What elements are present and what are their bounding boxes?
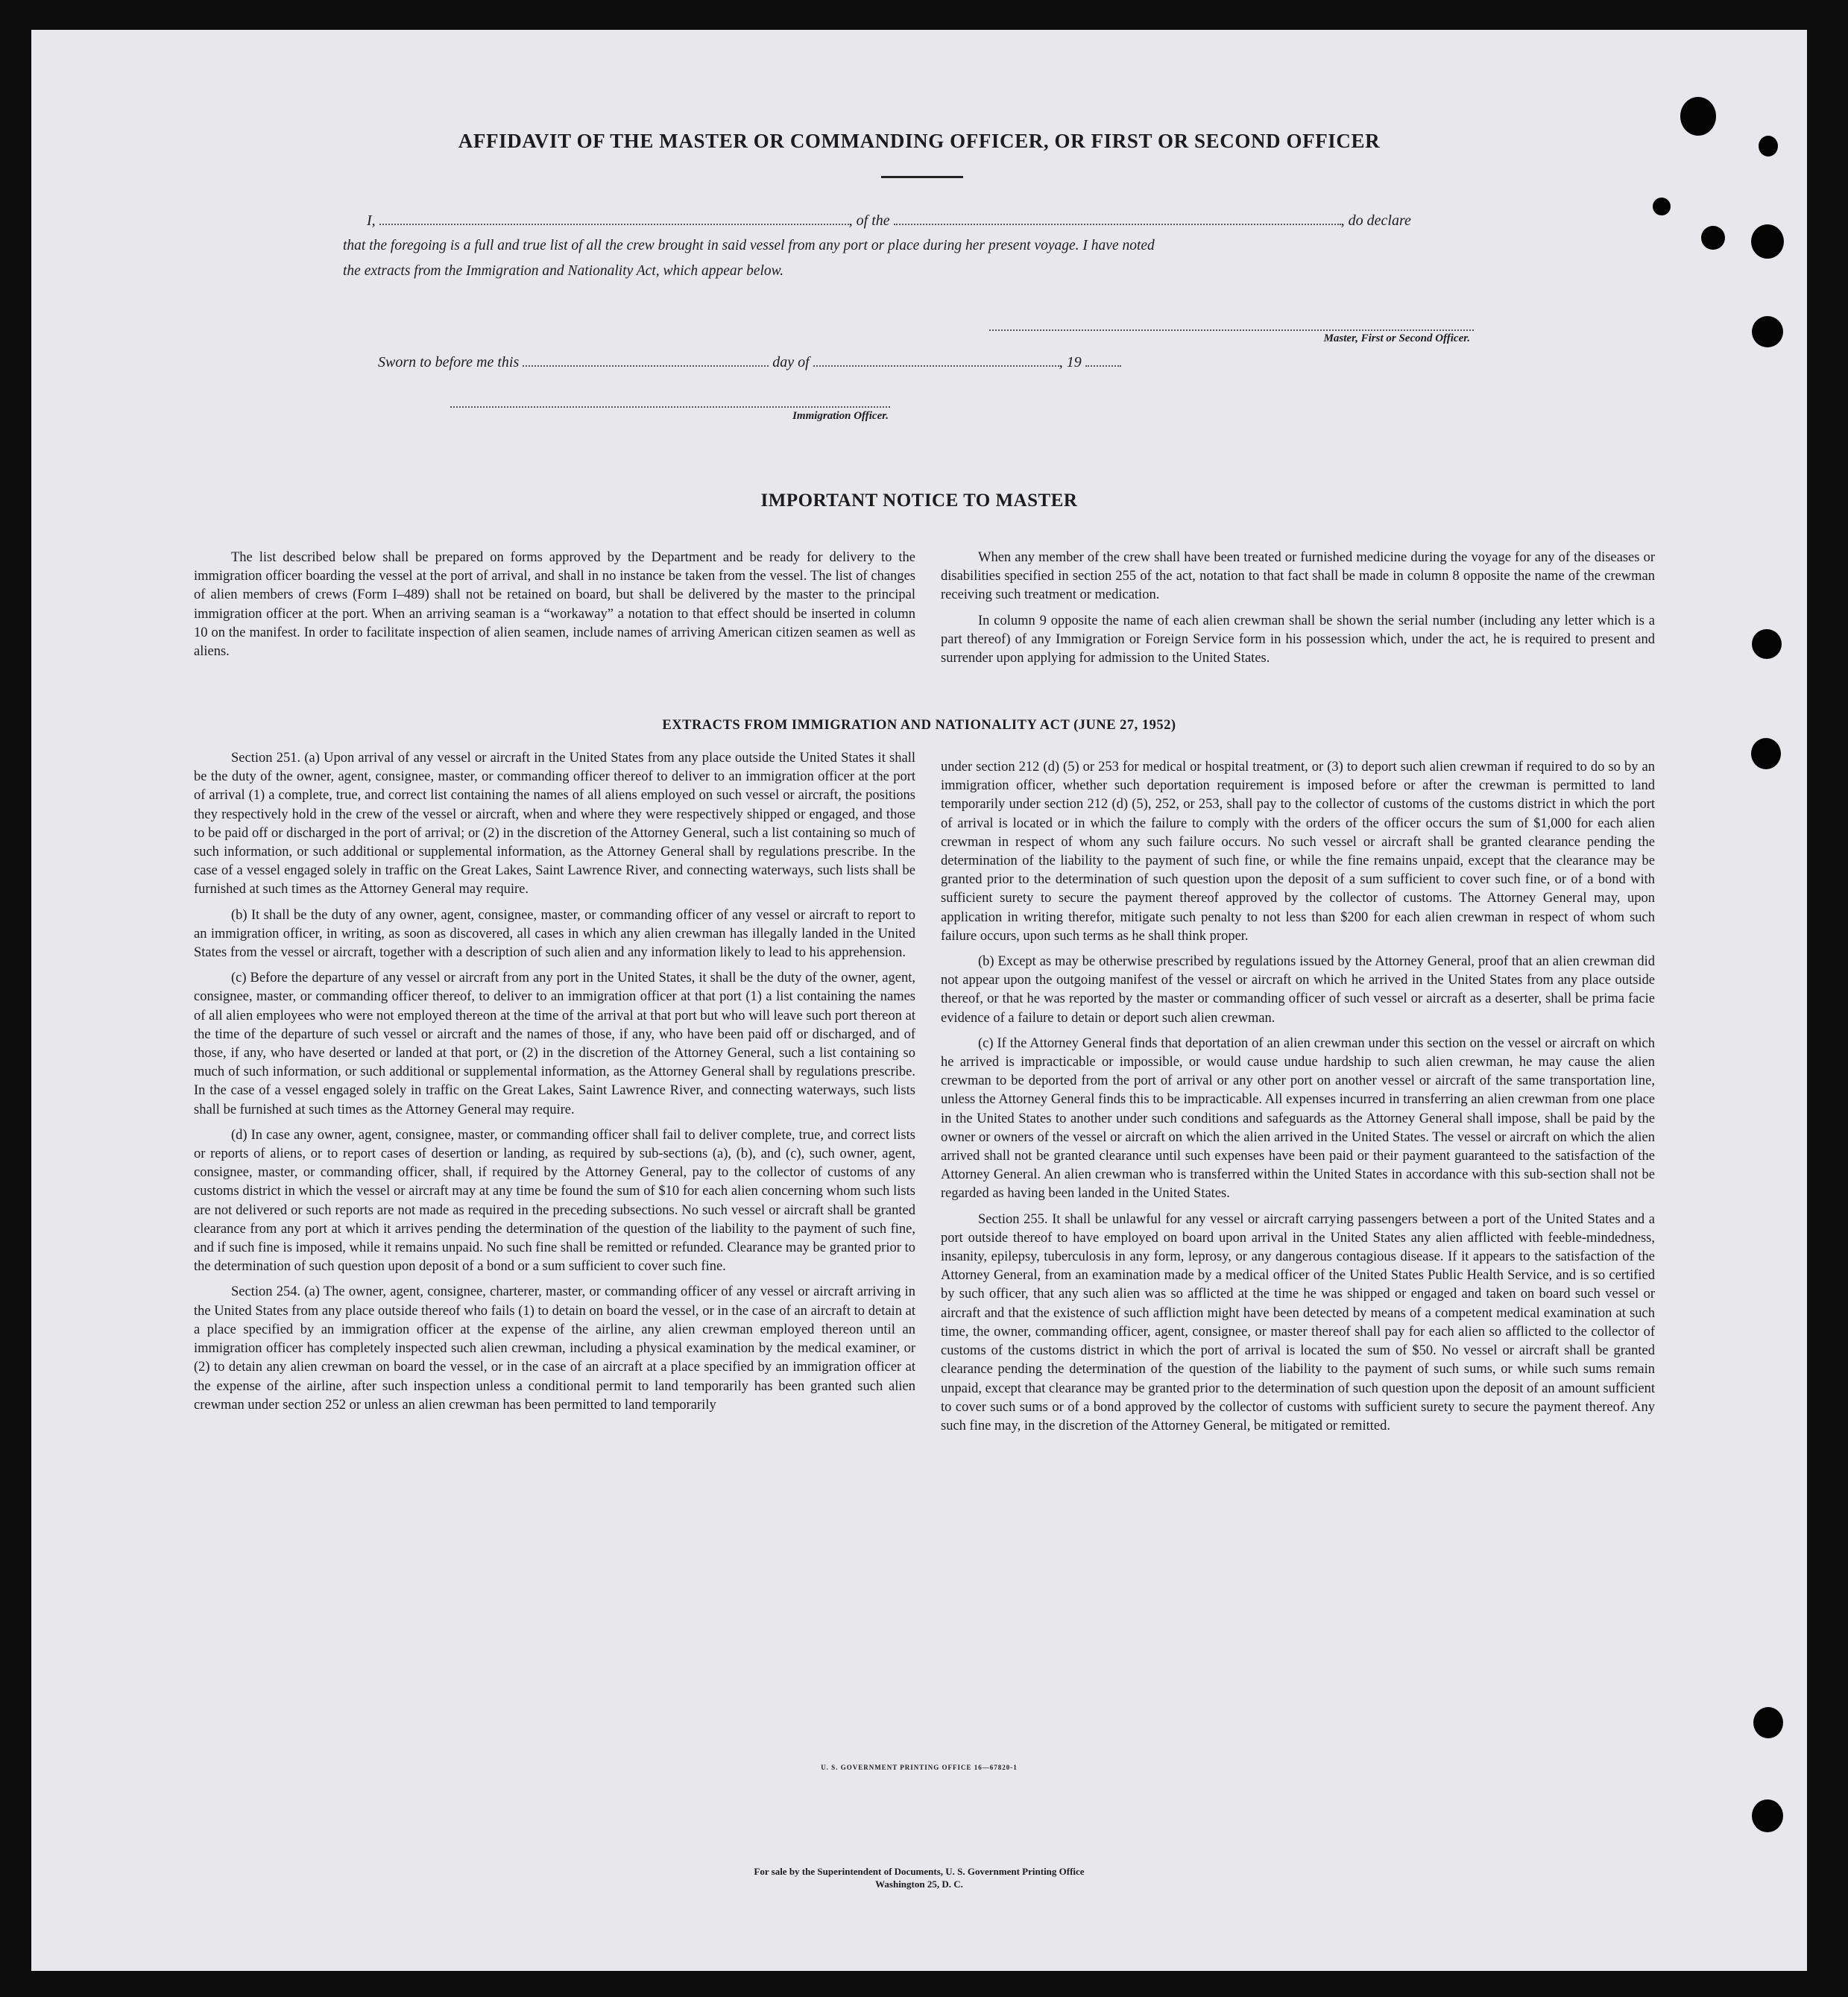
vessel-name-field[interactable] bbox=[894, 224, 1341, 225]
declaration-statement-1: that the foregoing is a full and true list of all the crew brought in said vessel from any port or place during her present voyage. I have noted bbox=[343, 238, 1155, 253]
punch-hole bbox=[1680, 97, 1716, 136]
master-signature-label: Master, First or Second Officer. bbox=[1323, 332, 1470, 344]
punch-hole bbox=[1701, 226, 1725, 250]
master-signature-line[interactable] bbox=[989, 329, 1474, 331]
officer-signature-label: Immigration Officer. bbox=[792, 410, 889, 422]
sale-notice-line-1: For sale by the Superintendent of Documents, U. S. Government Printing Office bbox=[754, 1866, 1085, 1877]
punch-hole bbox=[1752, 629, 1782, 659]
section-254-a: Section 254. (a) The owner, agent, consignee, charterer, master, or commanding officer of any vessel or aircraft arriving in the United States from any place outside thereof who fails (1) to detain on board the vessel, or in the case of an aircraft to detain at a place specified by an immigration officer at the expense of the airline, any alien crewman employed thereon until an immigration officer has completely inspected such alien crewman, including a physical examination by the medical examiner, or (2) to detain any alien crewman on board the vessel, or in the case of an aircraft at a place specified by an immigration officer at the expense of the airline, after such inspection unless a conditional permit to land temporarily has been granted such alien crewman under section 252 or unless an alien crewman has been permitted to land temporarily bbox=[194, 1284, 915, 1413]
extracts-left-column bbox=[194, 749, 915, 1415]
sale-notice bbox=[31, 1865, 1807, 1890]
section-251-d: (d) In case any owner, agent, consignee, master, or commanding officer shall fail to deliver complete, true, and correct lists or reports of aliens, or to report cases of desertion or landing, as required by sub-sections (a), (b), and (c), such owner, agent, consignee, master, or commanding officer, shall, if required by the Attorney General, pay to the collector of customs of any customs district in which the vessel or aircraft may at any time be found the sum of $10 for each alien concerning whom such lists are not delivered or such reports are not made as required in the preceding subsections. No such vessel or aircraft shall be granted clearance from any port at which it arrives pending the determination of the question of the liability to the payment of such fine, and if such fine is imposed, while it remains unpaid. No such fine shall be remitted or refunded. Clearance may be granted prior to the determination of such question upon deposit of a bond or a sum sufficient to cover such fine. bbox=[194, 1127, 915, 1275]
section-251-c: (c) Before the departure of any vessel or aircraft from any port in the United States, it shall be the duty of the owner, agent, consignee, master, or commanding officer thereof, to deliver to an immigration officer at that port (1) a list containing the names of all alien employees who were not employed thereon at the time of the arrival at that port but who will leave such port thereon at the time of the departure of such vessel or aircraft and the names of those, if any, who have been paid off or discharged, and of those, if any, who have deserted or landed at that port, or (2) in the discretion of the Attorney General, such a list containing so much of such information, or such additional or supplemental information, as the Attorney General shall by regulations prescribe. In the case of a vessel engaged solely in traffic on the Great Lakes, Saint Lawrence River, and connecting waterways, such lists shall be furnished at such times as the Attorney General may require. bbox=[194, 971, 915, 1117]
declaration-statement-2: the extracts from the Immigration and Nationality Act, which appear below. bbox=[343, 263, 784, 279]
section-251-b: (b) It shall be the duty of any owner, agent, consignee, master, or commanding officer of any vessel or aircraft to report to an immigration officer, in writing, as soon as discovered, all cases in which any alien crewman has illegally landed in the United States from the vessel or aircraft, together with a description of such alien and any information likely to lead to his apprehension. bbox=[194, 907, 915, 961]
punch-hole bbox=[1751, 738, 1781, 769]
sworn-month-field[interactable] bbox=[813, 365, 1059, 367]
section-251-a: Section 251. (a) Upon arrival of any vessel or aircraft in the United States from any place outside the United States it shall be the duty of the owner, agent, consignee, master, or commanding officer thereof to deliver to an immigration officer at the port of arrival (1) a complete, true, and correct list containing the names of all aliens employed on such vessel or aircraft, the positions they respectively hold in the crew of the vessel or aircraft, when and where they were respectively shipped or engaged, and those to be paid off or discharged in the port of arrival; or (2) in the discretion of the Attorney General, such a list containing so much of such information, or such additional or supplemental information, as the Attorney General shall by regulations prescribe. In the case of a vessel engaged solely in traffic on the Great Lakes, Saint Lawrence River, and connecting waterways, such lists shall be furnished at such times as the Attorney General may require. bbox=[194, 751, 915, 897]
section-254-b: (b) Except as may be otherwise prescribed by regulations issued by the Attorney General, proof that an alien crewman did not appear upon the outgoing manifest of the vessel or aircraft on which he arrived in the United States from any place outside thereof, or that he was reported by the master or commanding officer of such vessel or aircraft as a deserter, shall be prima facie evidence of a failure to detain or deport such alien crewman. bbox=[941, 954, 1655, 1026]
section-254-c: (c) If the Attorney General finds that deportation of an alien crewman under this section on the vessel or aircraft on which he arrived is impracticable or impossible, or would cause undue hardship to such alien crewman, he may cause the alien crewman to be deported from the port of arrival or any other port on another vessel or aircraft of the same transportation line, unless the Attorney General finds this to be impracticable. All expenses incurred in transferring an alien crewman from one place in the United States to another under such conditions and safeguards as the Attorney General shall impose, shall be paid by the owner or owners of the vessel or aircraft on which the alien arrived in the United States. The vessel or aircraft on which the alien arrived shall not be granted clearance until such expenses have been paid or their payment guaranteed to the satisfaction of the Attorney General. An alien crewman who is transferred within the United States in accordance with this sub-section shall not be regarded as having been landed in the United States. bbox=[941, 1035, 1655, 1202]
officer-signature-line[interactable] bbox=[450, 406, 890, 408]
punch-hole bbox=[1751, 224, 1784, 259]
title-divider bbox=[881, 176, 963, 178]
notice-left-column bbox=[194, 549, 915, 661]
punch-hole bbox=[1759, 136, 1778, 157]
sale-notice-line-2: Washington 25, D. C. bbox=[875, 1878, 963, 1890]
extracts-heading: EXTRACTS FROM IMMIGRATION AND NATIONALITY ACT (JUNE 27, 1952) bbox=[662, 718, 1176, 733]
punch-hole bbox=[1753, 1707, 1783, 1738]
sworn-label: Sworn to before me this bbox=[378, 354, 520, 370]
notice-medical-paragraph: When any member of the crew shall have been treated or furnished medicine during the voyage for any of the diseases or disabilities specified in section 255 of the act, notation to that fact shall be made in column 8 opposite the name of the crewman receiving such treatment or medication. bbox=[941, 550, 1655, 603]
declaration-i-label: I, bbox=[367, 212, 376, 229]
notice-right-column bbox=[941, 549, 1655, 668]
declaration-line bbox=[367, 207, 1515, 234]
sworn-year-field[interactable] bbox=[1085, 365, 1121, 367]
notice-serial-paragraph: In column 9 opposite the name of each alien crewman shall be shown the serial number (including any letter which is a part thereof) of any Immigration or Foreign Service form in his possession which, under the act, he is required to present and surrender upon applying for admission to the United States. bbox=[941, 613, 1655, 666]
sworn-day-field[interactable] bbox=[523, 365, 769, 367]
printing-office-imprint: U. S. GOVERNMENT PRINTING OFFICE 16—67820-1 bbox=[821, 1764, 1018, 1771]
section-255: Section 255. It shall be unlawful for any vessel or aircraft carrying passengers between a port of the United States and a port outside thereof to have employed on board upon arrival in the United States any alien afflicted with feeble-mindedness, insanity, epilepsy, tuberculosis in any form, leprosy, or any dangerous contagious disease. If it appears to the satisfaction of the Attorney General, from an examination made by a medical officer of the United States Public Health Service, and is so certified by such officer, that any such alien was so afflicted at the time he was shipped or engaged and taken on board such vessel or aircraft and that the existence of such affliction might have been detected by means of a competent medical examination at such time, the owner, commanding officer, agent, consignee, or master thereof shall pay for each alien so afflicted to the collector of customs of the customs district in which the port of arrival is located the sum of $50. No vessel or aircraft shall be granted clearance pending the determination of the question of the liability to the payment of such sums, or while such sums remain unpaid, except that clearance may be granted prior to the determination of such question upon the deposit of an amount sufficient to cover such sums or of a bond approved by the collector of customs with sufficient surety to secure the payment thereof. Any such fine may, in the discretion of the Attorney General, be mitigated or remitted. bbox=[941, 1211, 1655, 1433]
day-of-label: day of bbox=[772, 354, 810, 370]
declaration-of-the-label: , of the bbox=[848, 212, 890, 229]
declarant-name-field[interactable] bbox=[379, 224, 849, 225]
form-page bbox=[31, 30, 1807, 1971]
year-label: , 19 bbox=[1059, 354, 1082, 370]
affidavit-title: AFFIDAVIT OF THE MASTER OR COMMANDING OFFICER, OR FIRST OR SECOND OFFICER bbox=[458, 130, 1381, 152]
notice-left-paragraph: The list described below shall be prepared on forms approved by the Department and be ready for delivery to the immigration officer boarding the vessel at the port of arrival, and shall in no instance be taken from the vessel. The list of changes of alien members of crews (Form I–489) shall not be retained on board, but shall be delivered by the master to the principal immigration officer at the port. When an arriving seaman is a “workaway” a notation to that effect should be inserted in column 10 on the manifest. In order to facilitate inspection of alien seamen, include names of arriving American citizen seamen as well as aliens. bbox=[194, 550, 915, 660]
punch-hole bbox=[1653, 198, 1671, 215]
punch-hole bbox=[1752, 1799, 1783, 1832]
sworn-line bbox=[378, 349, 1273, 376]
declaration-do-declare-label: , do declare bbox=[1340, 212, 1411, 229]
section-254-a-continued: under section 212 (d) (5) or 253 for medical or hospital treatment, or (3) to deport such alien crewman if required to do so by an immigration officer, whether such deportation requirement is imposed before or after the crewman is permitted to land temporarily under section 212 (d) (5), 252, or 253, shall pay to the collector of customs of the customs district in which the port of arrival is located or in which the failure to comply with the orders of the officer occurs the sum of $1,000 for each alien crewman in respect of whom any such failure occurs. No such vessel or aircraft shall be granted clearance pending the determination of the liability to the payment of such fine, or while the fine remains unpaid, except that the clearance may be granted prior to the determination of such question upon the deposit of a sum sufficient to cover such fine, or of a bond with sufficient surety to secure the payment thereof approved by the collector of customs. The Attorney General may, upon application in writing therefor, mitigate such penalty to not less than $200 for each alien crewman in respect of whom such failure occurs, upon such terms as he shall think proper. bbox=[941, 760, 1655, 944]
notice-title: IMPORTANT NOTICE TO MASTER bbox=[760, 490, 1078, 511]
punch-hole bbox=[1752, 316, 1783, 347]
extracts-right-column bbox=[941, 758, 1655, 1436]
